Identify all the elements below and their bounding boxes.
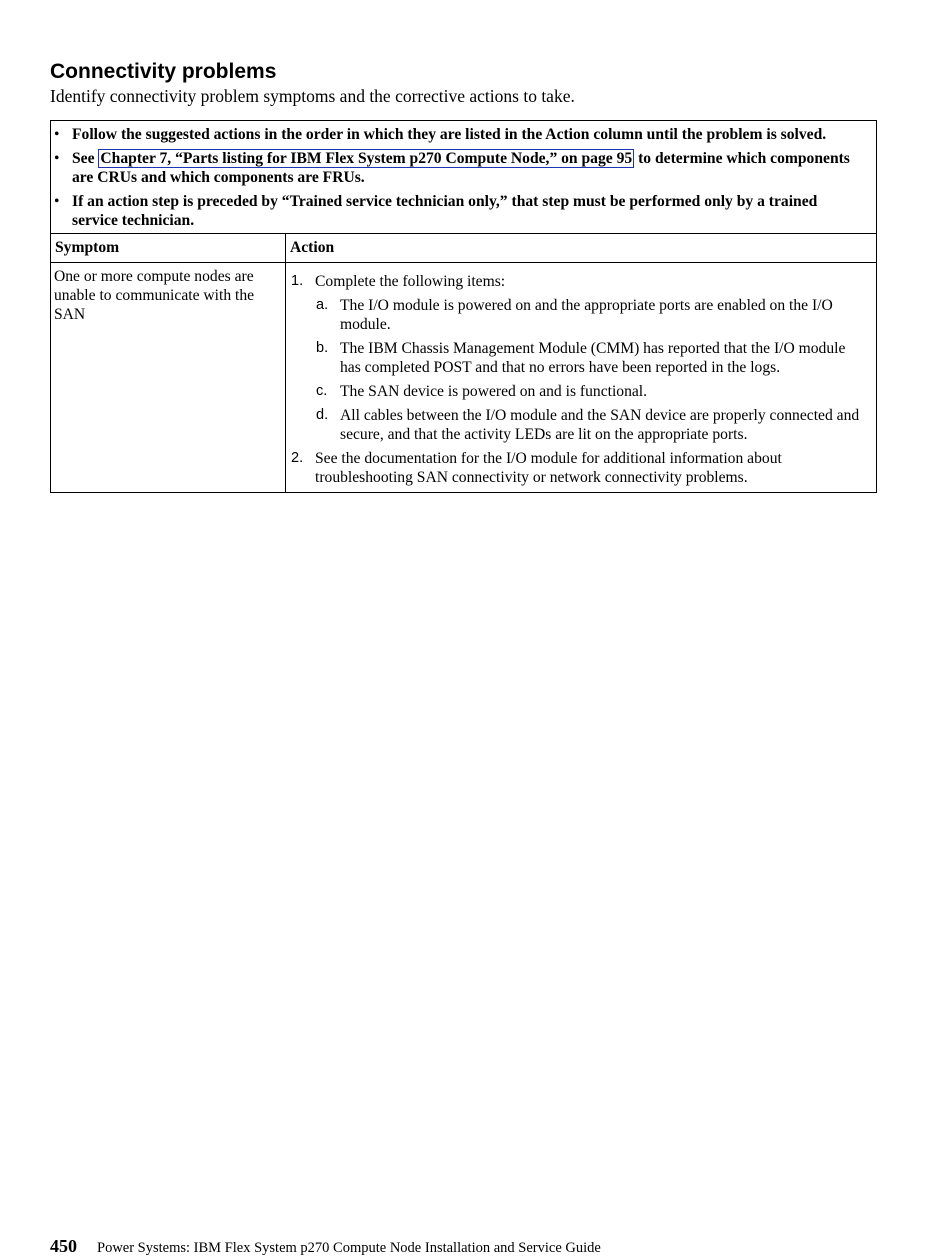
action-subitem xyxy=(315,382,866,401)
subitem-text: The I/O module is powered on and the appropriate ports are enabled on the I/O module. xyxy=(340,297,833,333)
action-subitem xyxy=(315,339,866,377)
header-row xyxy=(51,234,877,263)
note-item xyxy=(54,125,858,144)
action-cell xyxy=(286,263,877,493)
action-step xyxy=(290,272,866,444)
page-title: Connectivity problems xyxy=(50,60,277,83)
note-text-prefix: See xyxy=(72,150,99,167)
action-subitem xyxy=(315,296,866,334)
subitem-text: The SAN device is powered on and is functional. xyxy=(340,383,648,400)
subitem-label: d. xyxy=(316,407,329,423)
subitem-label: a. xyxy=(316,297,329,313)
page-subtitle: Identify connectivity problem symptoms and the corrective actions to take. xyxy=(50,86,575,106)
page-number: 450 xyxy=(50,1236,77,1256)
chapter-7-link[interactable]: Chapter 7, “Parts listing for IBM Flex System p270 Compute Node,” on page 95 xyxy=(100,150,633,167)
step-text: Complete the following items: xyxy=(315,273,506,290)
bullet-icon: • xyxy=(54,150,60,167)
action-column-header: Action xyxy=(286,234,877,263)
bullet-icon: • xyxy=(54,193,60,210)
subitem-text: All cables between the I/O module and the SAN device are properly connected and secure, and that the activity LEDs are lit on the appropriate ports. xyxy=(340,407,860,443)
notes-row xyxy=(51,121,877,234)
symptom-action-table xyxy=(50,120,877,493)
bullet-icon: • xyxy=(54,126,60,143)
footer-title: Power Systems: IBM Flex System p270 Compute Node Installation and Service Guide xyxy=(97,1240,601,1256)
symptom-column-header: Symptom xyxy=(51,234,286,263)
subitem-text: The IBM Chassis Management Module (CMM) has reported that the I/O module has completed POST and that no errors have been reported in the logs. xyxy=(340,340,846,376)
subitem-label: c. xyxy=(316,383,328,399)
step-number: 1. xyxy=(291,273,304,289)
step-number: 2. xyxy=(291,450,304,466)
action-step xyxy=(290,449,866,487)
note-text: Follow the suggested actions in the order in which they are listed in the Action column until the problem is solved. xyxy=(72,126,827,143)
note-text: If an action step is preceded by “Trained service technician only,” that step must be performed only by a trained service technician. xyxy=(72,193,818,229)
note-item xyxy=(54,149,858,187)
note-text-suffix: to determine which components are CRUs and which components are FRUs. xyxy=(72,150,850,186)
table-row xyxy=(51,263,877,493)
action-subitem xyxy=(315,406,866,444)
subitem-label: b. xyxy=(316,340,329,356)
notes-cell xyxy=(51,121,877,234)
page-footer xyxy=(50,1236,601,1257)
symptom-cell: One or more compute nodes are unable to communicate with the SAN xyxy=(51,263,286,493)
page-content xyxy=(50,58,876,493)
note-item xyxy=(54,192,858,230)
step-text: See the documentation for the I/O module for additional information about troubleshooting SAN connectivity or network connectivity problems. xyxy=(315,450,782,486)
